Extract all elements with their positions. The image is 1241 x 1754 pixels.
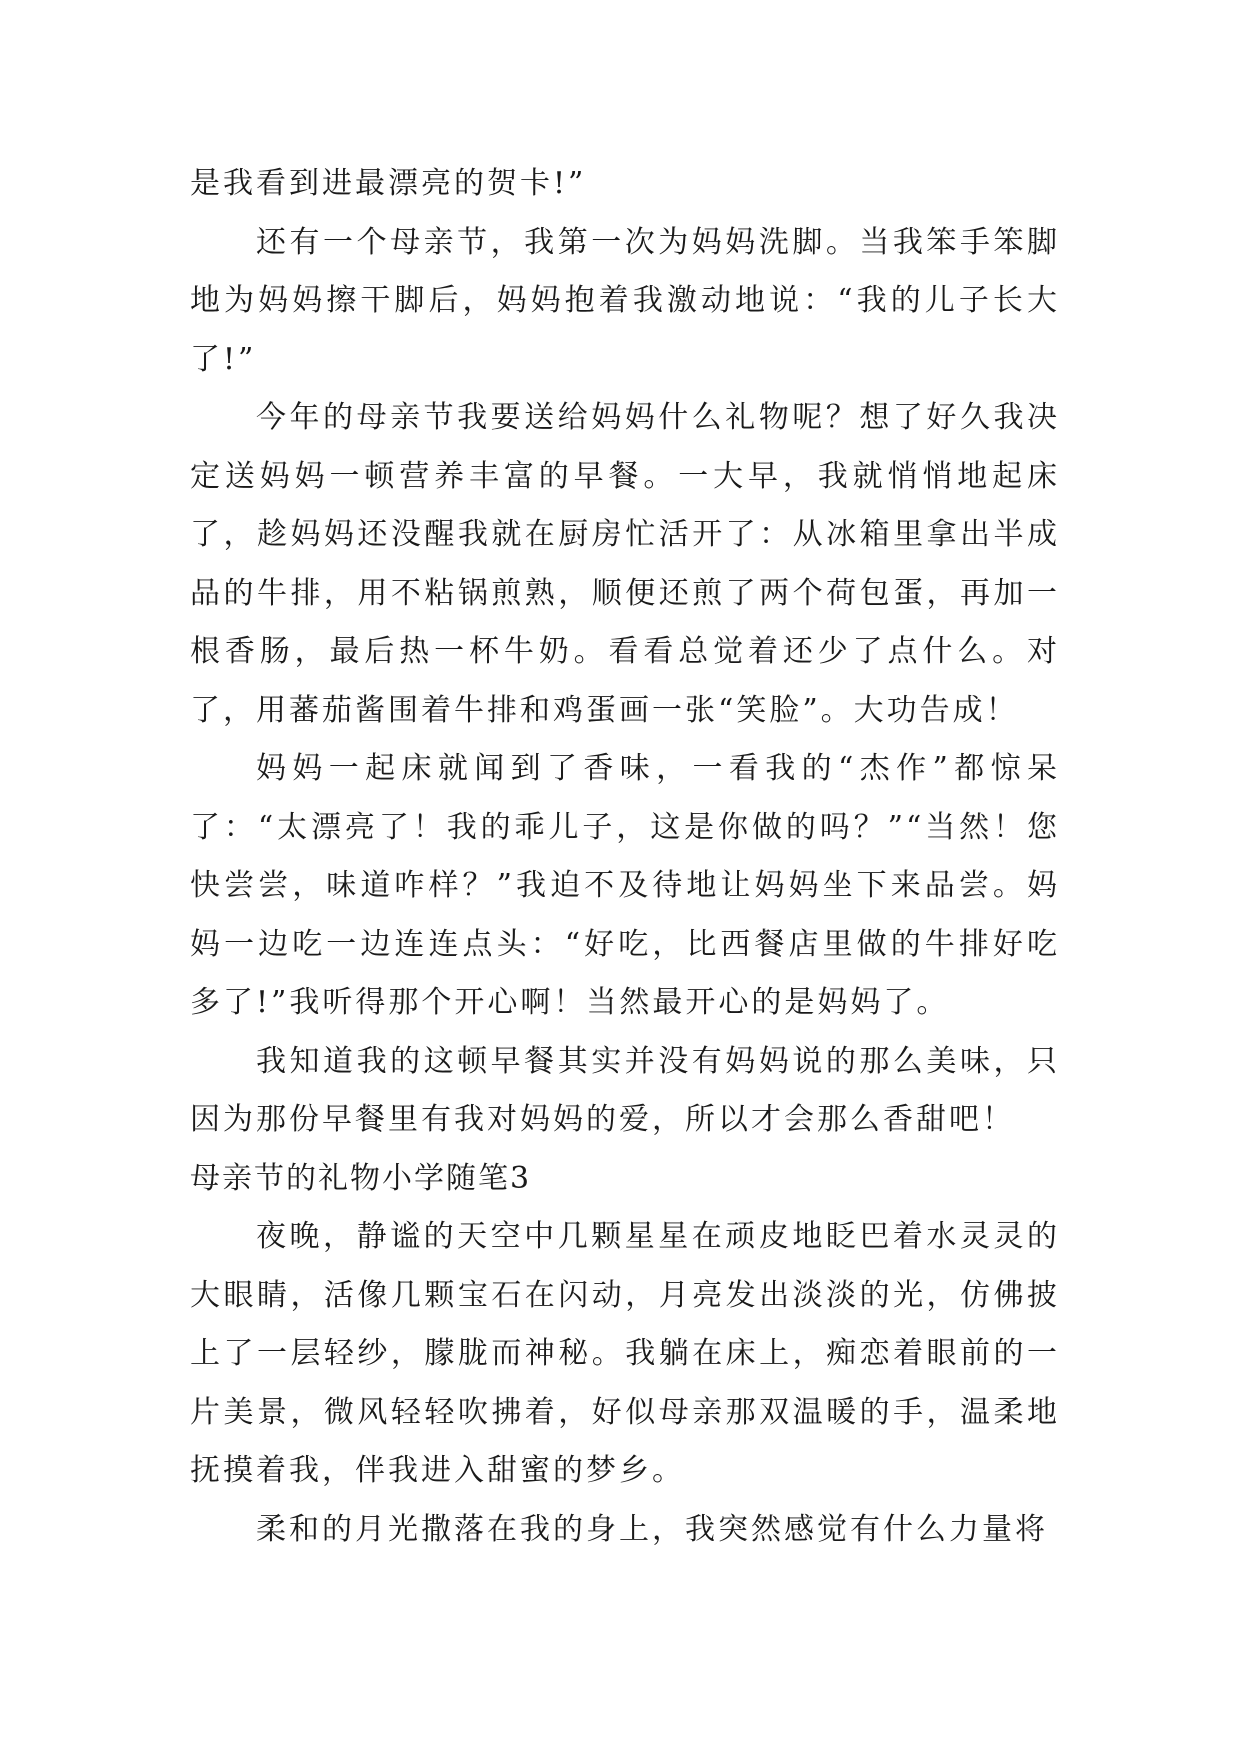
paragraph-night-scene: 夜晚，静谧的天空中几颗星星在顽皮地眨巴着水灵灵的大眼睛，活像几颗宝石在闪动，月亮发出淡淡的光，仿佛披上了一层轻纱，朦胧而神秘。我躺在床上，痴恋着眼前的一片美景，微风轻轻吹拂着，好似母亲那双温暖的手，温柔地抚摸着我，伴我进入甜蜜的梦乡。 xyxy=(190,1219,1060,1488)
document-page xyxy=(190,155,1060,1559)
paragraph-conclusion: 我知道我的这顿早餐其实并没有妈妈说的那么美味，只因为那份早餐里有我对妈妈的爱，所以才会那么香甜吧！ xyxy=(190,1043,1060,1137)
paragraph-breakfast-plan: 今年的母亲节我要送给妈妈什么礼物呢？想了好久我决定送妈妈一顿营养丰富的早餐。一大早，我就悄悄地起床了，趁妈妈还没醒我就在厨房忙活开了：从冰箱里拿出半成品的牛排，用不粘锅煎熟，顺便还煎了两个荷包蛋，再加一根香肠，最后热一杯牛奶。看看总觉着还少了点什么。对了，用蕃茄酱围着牛排和鸡蛋画一张“笑脸”。大功告成！ xyxy=(190,400,1060,728)
section-heading: 母亲节的礼物小学随笔3 xyxy=(190,1160,532,1196)
paragraph-mother-reaction: 妈妈一起床就闻到了香味，一看我的“杰作”都惊呆了：“太漂亮了！我的乖儿子，这是你做的吗？”“当然！您快尝尝，味道咋样？”我迫不及待地让妈妈坐下来品尝。妈妈一边吃一边连连点头：“好吃，比西餐店里做的牛排好吃多了!”我听得那个开心啊！当然最开心的是妈妈了。 xyxy=(190,751,1060,1020)
paragraph-moonlight: 柔和的月光撒落在我的身上，我突然感觉有什么力量将 xyxy=(256,1511,1048,1547)
paragraph-foot-washing: 还有一个母亲节，我第一次为妈妈洗脚。当我笨手笨脚地为妈妈擦干脚后，妈妈抱着我激动地说：“我的儿子长大了!” xyxy=(190,224,1060,377)
paragraph-continuation: 是我看到进最漂亮的贺卡!” xyxy=(190,166,587,201)
